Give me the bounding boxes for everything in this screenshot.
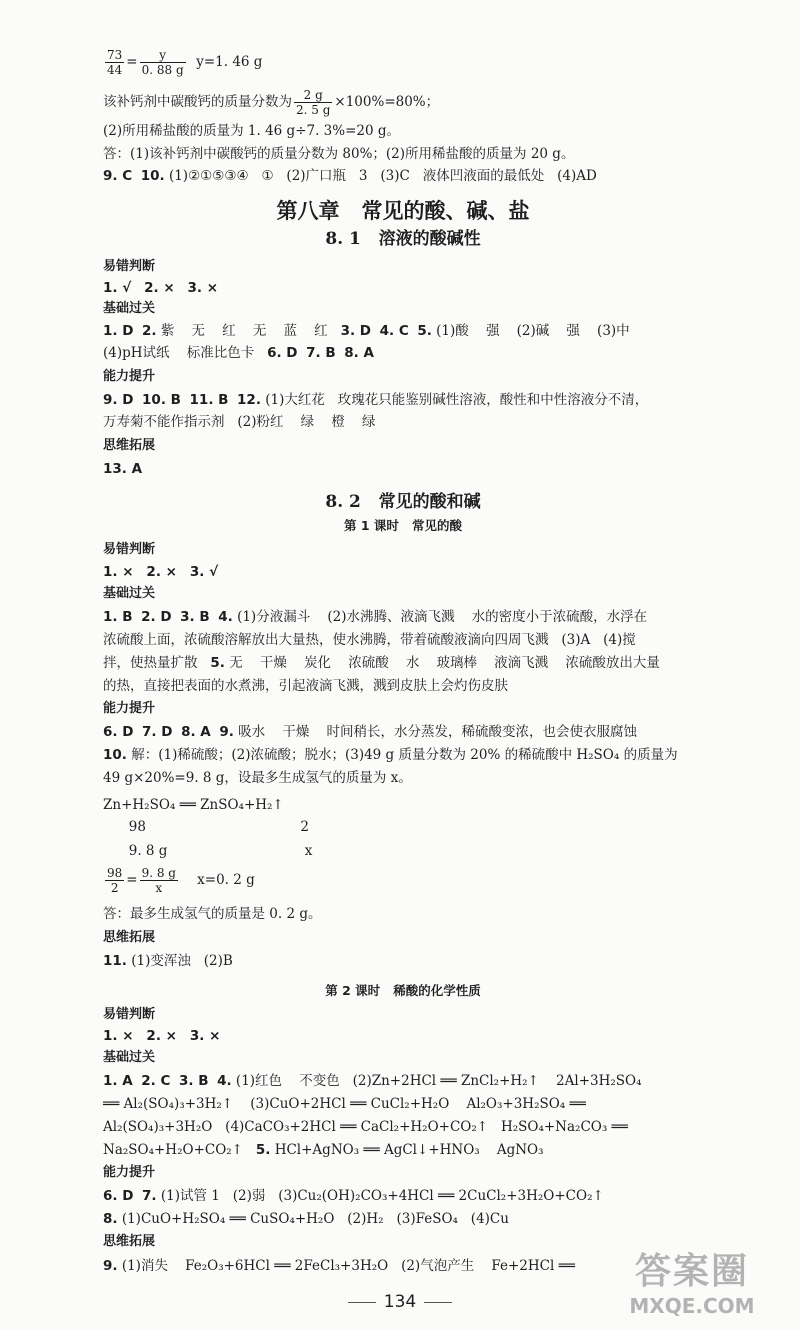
text-segment: 基础过关 (103, 301, 156, 316)
fraction-numerator: y (140, 48, 186, 63)
text-segment (371, 323, 380, 339)
fraction (294, 88, 332, 117)
text-segment (133, 392, 142, 408)
text-segment (181, 392, 190, 408)
text-segment: (1)变浑浊 (2)B (126, 953, 233, 969)
question-number: 9. (103, 1258, 118, 1274)
line-l37 (103, 952, 703, 970)
text-segment: 紫 无 红 无 蓝 红 (156, 323, 341, 339)
line-l26 (103, 677, 703, 695)
fraction (140, 48, 186, 77)
line-l27 (103, 700, 703, 718)
text-segment (172, 724, 181, 740)
question-number: 10. B (142, 392, 181, 408)
text-segment (133, 724, 142, 740)
text-segment (175, 280, 188, 296)
question-number: 1. A (103, 1073, 133, 1089)
text-segment: 易错判断 (103, 542, 156, 557)
question-number: 1. × (103, 564, 134, 580)
text-segment: 第 2 课时 稀酸的化学性质 (325, 983, 481, 998)
text-segment: 答：最多生成氢气的质量是 0. 2 g。 (103, 906, 322, 922)
text-segment: = (126, 54, 138, 70)
text-segment: 49 g×20%=9. 8 g，设最多生成氢气的质量为 x。 (103, 770, 412, 786)
footer-dash-right (424, 1302, 452, 1303)
question-number: 5. (255, 1142, 271, 1158)
line-k1 (103, 518, 703, 534)
line-l10 (103, 300, 703, 318)
fraction (105, 48, 124, 77)
question-number: 2. × (144, 280, 175, 296)
text-segment: 该补钙剂中碳酸钙的质量分数为 (103, 94, 292, 110)
question-number: 9. D (103, 392, 134, 408)
fraction-numerator: 73 (107, 48, 123, 62)
question-number: 7. B (306, 345, 336, 361)
question-number: 8. A (181, 724, 211, 740)
text-segment (172, 609, 181, 625)
question-number: 3. × (189, 1028, 221, 1044)
line-l30 (103, 769, 703, 787)
line-l23 (103, 608, 703, 626)
text-segment: 思维拓展 (103, 438, 156, 453)
text-segment (209, 1073, 218, 1089)
text-segment: 易错判断 (103, 1007, 156, 1022)
line-l13 (103, 368, 703, 386)
text-segment (177, 564, 190, 580)
text-segment: 思维拓展 (103, 1234, 156, 1249)
text-segment: 拌，使热量扩散 (103, 655, 211, 671)
question-number: 2. × (146, 564, 177, 580)
text-segment: (4)pH试纸 标准比色卡 (103, 345, 268, 361)
line-l44 (103, 1118, 703, 1136)
text-segment (133, 1073, 142, 1089)
line-l31 (103, 796, 703, 814)
question-number: 6. D (103, 1188, 134, 1204)
watermark-text: 答案圈 (634, 1251, 749, 1292)
question-number: 5. (417, 323, 432, 339)
question-number: 11. B (189, 392, 229, 408)
page-number: 134 (383, 1292, 417, 1312)
text-segment: (1)大红花 玫瑰花只能鉴别碱性溶液，酸性和中性溶液分不清， (260, 392, 649, 408)
question-number: 12. (237, 392, 261, 408)
question-number: 4. (218, 609, 233, 625)
question-number: 2. C (141, 1073, 171, 1089)
text-segment: (1)分液漏斗 (2)水沸腾、液滴飞溅 水的密度小于浓硫酸，水浮在 (232, 609, 648, 625)
question-number: 1. × (103, 1028, 134, 1044)
text-segment: 吸水 干燥 时间稍长，水分蒸发，稀硫酸变浓，也会使衣服腐蚀 (233, 724, 637, 740)
question-number: 3. B (180, 609, 210, 625)
question-number: 1. D (103, 323, 134, 339)
question-number: 5. (210, 655, 225, 671)
line-l2 (103, 88, 703, 117)
text-segment: (1)消失 Fe₂O₃+6HCl ══ 2FeCl₃+3H₂O (2)气泡产生 Fe+2HCl ══ (117, 1258, 575, 1274)
line-s82 (103, 491, 703, 513)
watermark-url: MXQE.COM (629, 1294, 755, 1318)
text-segment: (1)试管 1 (2)弱 (3)Cu₂(OH)₂CO₃+4HCl ══ 2CuCl₂+3H₂O+CO₂↑ (156, 1188, 604, 1204)
text-segment: 8. 1 溶液的酸碱性 (325, 229, 481, 249)
text-segment: 9. 8 g x (103, 843, 313, 859)
question-number: 3. √ (189, 564, 219, 580)
line-l14 (103, 391, 703, 409)
text-segment: (2)所用稀盐酸的质量为 1. 46 g÷7. 3%=20 g。 (103, 123, 401, 139)
fraction-numerator: 2 g (294, 88, 332, 103)
text-segment: 答：(1)该补钙剂中碳酸钙的质量分数为 80%；(2)所用稀盐酸的质量为 20 g。 (103, 146, 575, 162)
line-l46 (103, 1164, 703, 1182)
question-number: 9. (219, 724, 234, 740)
line-l20 (103, 541, 703, 559)
text-segment: = (126, 872, 138, 888)
question-number: 6. D (267, 345, 298, 361)
line-l40 (103, 1027, 703, 1045)
text-segment (336, 345, 345, 361)
question-number: 13. A (103, 461, 143, 477)
text-segment (133, 1188, 142, 1204)
question-number: 3. D (340, 323, 371, 339)
line-l35 (103, 905, 703, 923)
text-segment: x=0. 2 g (180, 872, 255, 888)
text-segment: (1)②①⑤③④ ① (2)广口瓶 3 (3)C 液体凹液面的最低处 (4)AD (164, 168, 597, 184)
line-k2 (103, 983, 703, 999)
fraction-denominator: 0. 88 g (141, 63, 184, 77)
footer-dash-left (348, 1302, 376, 1303)
text-segment: 解：(1)稀硫酸；(2)浓硫酸；脱水；(3)49 g 质量分数为 20% 的稀硫酸中 H₂SO₄ 的质量为 (126, 747, 678, 763)
text-segment (134, 564, 147, 580)
question-number: 1. B (103, 609, 133, 625)
text-segment (177, 1028, 190, 1044)
text-segment: 基础过关 (103, 1050, 156, 1065)
question-number: 1. √ (103, 280, 132, 296)
line-l17 (103, 460, 703, 478)
text-segment: 的热，直接把表面的水煮沸，引起液滴飞溅，溅到皮肤上会灼伤皮肤 (103, 678, 508, 694)
text-segment: (1)红色 不变色 (2)Zn+2HCl ══ ZnCl₂+H₂↑ 2Al+3H₂SO₄ (231, 1073, 642, 1089)
text-segment: 基础过关 (103, 586, 156, 601)
text-segment: ══ Al₂(SO₄)₃+3H₂↑ (3)CuO+2HCl ══ CuCl₂+H₂O Al₂O₃+3H₂SO₄ ══ (103, 1096, 586, 1112)
line-l45 (103, 1141, 703, 1159)
line-s81 (103, 228, 703, 250)
question-number: 2. D (141, 609, 172, 625)
text-segment (170, 1073, 179, 1089)
line-l33 (103, 842, 703, 860)
text-segment: 能力提升 (103, 369, 156, 384)
line-l21 (103, 563, 703, 581)
text-segment: 第 1 课时 常见的酸 (344, 518, 462, 533)
text-segment: 98 2 (103, 819, 310, 835)
question-number: 11. (103, 953, 127, 969)
line-l29 (103, 746, 703, 764)
fraction-denominator: 44 (107, 63, 123, 77)
question-number: 9. C (103, 168, 133, 184)
text-segment: 能力提升 (103, 701, 156, 716)
text-segment: Na₂SO₄+H₂O+CO₂↑ (103, 1142, 256, 1158)
line-l16 (103, 437, 703, 455)
text-segment: 思维拓展 (103, 930, 156, 945)
line-l34 (103, 866, 703, 895)
text-segment: HCl+AgNO₃ ══ AgCl↓+HNO₃ AgNO₃ (270, 1142, 544, 1158)
line-l48 (103, 1210, 703, 1228)
question-number: 3. B (179, 1073, 209, 1089)
line-chapter (103, 198, 703, 224)
line-l15 (103, 413, 703, 431)
line-l47 (103, 1187, 703, 1205)
line-l22 (103, 585, 703, 603)
text-segment (133, 609, 142, 625)
line-l1 (103, 48, 703, 77)
fraction (140, 866, 178, 895)
question-number: 10. (103, 747, 127, 763)
text-segment (131, 280, 144, 296)
line-l42 (103, 1072, 703, 1090)
text-segment (134, 1028, 147, 1044)
line-l3 (103, 122, 703, 140)
fraction-denominator: 2. 5 g (296, 103, 331, 117)
text-segment (210, 609, 219, 625)
fraction-denominator: x (155, 881, 163, 895)
watermark-logo (602, 1250, 782, 1325)
line-l8 (103, 258, 703, 276)
line-l11 (103, 322, 703, 340)
line-l25 (103, 654, 703, 672)
question-number: 10. (140, 168, 165, 184)
text-segment (298, 345, 307, 361)
text-segment: 第八章 常见的酸、碱、盐 (276, 198, 530, 223)
fraction-numerator: 98 (107, 866, 123, 880)
fraction-numerator: 9. 8 g (141, 866, 176, 880)
text-segment: 8. 2 常见的酸和碱 (325, 492, 481, 512)
question-number: 4. C (379, 323, 409, 339)
text-segment: 能力提升 (103, 1165, 156, 1180)
question-number: 2. × (146, 1028, 177, 1044)
question-number: 2. (142, 323, 157, 339)
line-l49 (103, 1233, 703, 1251)
text-segment: Al₂(SO₄)₃+3H₂O (4)CaCO₃+2HCl ══ CaCl₂+H₂O+CO₂↑ H₂SO₄+Na₂CO₃ ══ (103, 1119, 628, 1135)
line-l12 (103, 344, 703, 362)
line-l24 (103, 631, 703, 649)
text-segment: Zn+H₂SO₄ ══ ZnSO₄+H₂↑ (103, 797, 284, 813)
question-number: 3. × (187, 280, 219, 296)
text-segment: ×100%=80%； (334, 94, 440, 110)
text-segment: 万寿菊不能作指示剂 (2)粉红 绿 橙 绿 (103, 414, 376, 430)
text-segment: (1)酸 强 (2)碱 强 (3)中 (431, 323, 630, 339)
line-l5 (103, 167, 703, 185)
text-segment (132, 168, 141, 184)
text-segment: 易错判断 (103, 259, 156, 274)
question-number: 7. D (142, 724, 173, 740)
text-segment (133, 323, 142, 339)
question-number: 8. (103, 1211, 118, 1227)
fraction-denominator: 2 (110, 881, 119, 895)
text-segment: 浓硫酸上面，浓硫酸溶解放出大量热，使水沸腾，带着硫酸液滴向四周飞溅 (3)A (4)搅 (103, 632, 636, 648)
text-segment (228, 392, 237, 408)
text-segment: y=1. 46 g (187, 54, 263, 70)
line-l9 (103, 279, 703, 297)
question-number: 7. (142, 1188, 157, 1204)
line-l43 (103, 1095, 703, 1113)
line-l41 (103, 1049, 703, 1067)
line-l28 (103, 723, 703, 741)
line-l32 (103, 818, 703, 836)
line-l39 (103, 1006, 703, 1024)
question-number: 8. A (344, 345, 374, 361)
text-segment: (1)CuO+H₂SO₄ ══ CuSO₄+H₂O (2)H₂ (3)FeSO₄ (4)Cu (117, 1211, 509, 1227)
question-number: 6. D (103, 724, 134, 740)
fraction (105, 866, 124, 895)
line-l4 (103, 145, 703, 163)
question-number: 4. (217, 1073, 232, 1089)
line-l36 (103, 929, 703, 947)
text-segment: 无 干燥 炭化 浓硫酸 水 玻璃棒 液滴飞溅 浓硫酸放出大量 (224, 655, 660, 671)
